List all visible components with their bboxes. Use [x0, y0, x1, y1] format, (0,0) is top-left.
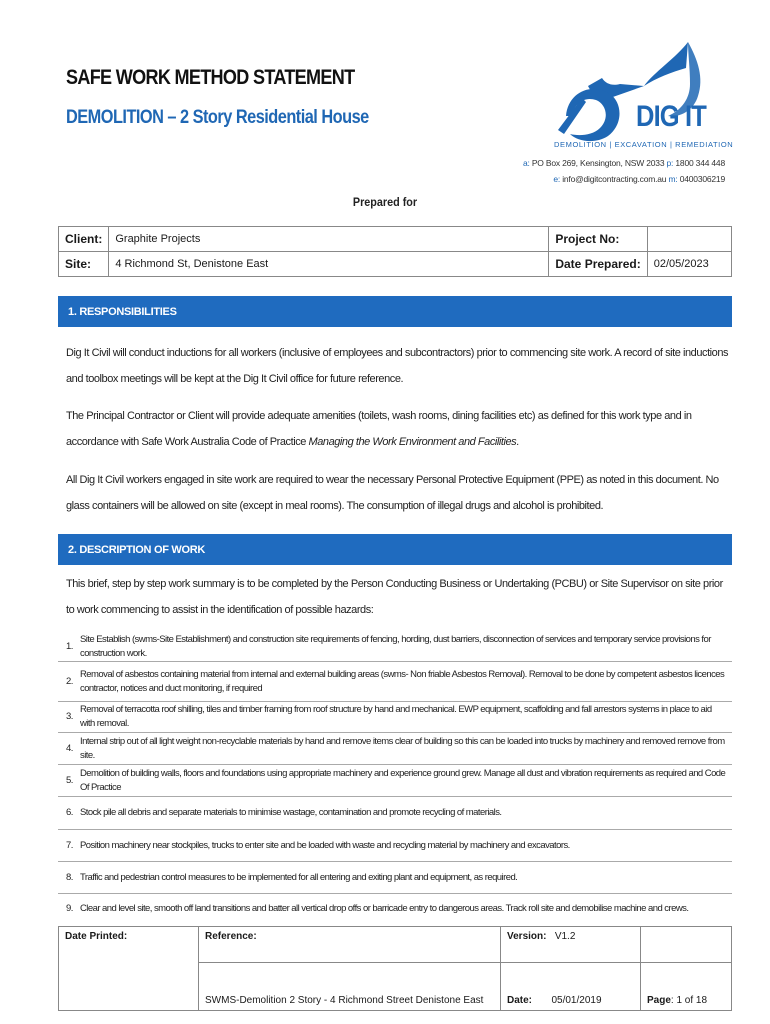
date-printed-cell	[59, 927, 199, 1011]
email-label: e:	[553, 174, 561, 184]
work-steps-list	[58, 633, 732, 924]
step-number: 5.	[66, 774, 73, 786]
list-item	[58, 830, 732, 862]
step-text: Position machinery near stockpiles, trucks to enter site and be loaded with waste and recycling material by machinery and excavators.	[80, 839, 570, 851]
phone-label: p:	[666, 158, 674, 168]
company-logo	[548, 38, 738, 158]
date-prepared-value: 02/05/2023	[647, 252, 731, 277]
paragraph-2-text: The Principal Contractor or Client will provide adequate amenities (toilets, wash rooms, dining facilities etc) as defined for this work type and in accordance with Safe Work Australia Code of Practice	[66, 410, 692, 448]
prepared-for-label: Prepared for	[352, 195, 418, 209]
contact-email-line	[553, 174, 725, 184]
logo-text: DIG IT	[636, 100, 706, 133]
date-cell	[501, 963, 641, 1011]
mobile-label: m:	[668, 174, 678, 184]
client-label: Client:	[59, 227, 109, 252]
footer-date-label: Date:	[507, 995, 533, 1006]
document-footer	[58, 926, 732, 1011]
address-value: PO Box 269, Kensington, NSW 2033	[531, 158, 665, 168]
list-item	[58, 765, 732, 797]
step-number: 9.	[66, 903, 73, 914]
mobile-value: 0400306219	[679, 174, 725, 184]
step-number: 8.	[66, 871, 73, 883]
section-heading-responsibilities: 1. RESPONSIBILITIES	[58, 296, 732, 327]
list-item	[58, 894, 732, 924]
empty-cell	[641, 927, 732, 963]
page-cell	[641, 963, 732, 1011]
paragraph-2-end: .	[516, 436, 519, 448]
site-value: 4 Richmond St, Denistone East	[109, 252, 549, 277]
step-number: 7.	[66, 839, 73, 851]
list-item	[58, 662, 732, 702]
step-text: Demolition of building walls, floors and foundations using appropriate machinery and experience ground grew. Manage all dust and vibration requirements as required and Code Of Practice	[80, 767, 726, 793]
list-item	[58, 633, 732, 662]
document-title: SAFE WORK METHOD STATEMENT	[66, 66, 355, 89]
list-item	[58, 862, 732, 894]
contact-address-line	[523, 158, 725, 168]
page-value: : 1 of 18	[670, 995, 708, 1006]
version-value: V1.2	[554, 931, 576, 942]
version-cell	[501, 927, 641, 963]
reference-label-cell	[199, 927, 501, 963]
project-no-value	[647, 227, 731, 252]
site-label: Site:	[59, 252, 109, 277]
step-text: Traffic and pedestrian control measures to be implemented for all entering and exiting plant and equipment, as required.	[80, 871, 518, 883]
list-item	[58, 733, 732, 765]
footer-date-value: 05/01/2019	[551, 995, 602, 1006]
reference-label: Reference:	[205, 931, 257, 942]
phone-value: 1800 344 448	[675, 158, 725, 168]
list-item	[58, 797, 732, 830]
page-label: Page	[647, 995, 671, 1006]
step-text: Removal of terracotta roof shilling, tiles and timber framing from roof structure by hand and mechanical. EWP equipment, scaffolding and fall arrestors systems in place to aid with removal.	[80, 704, 712, 729]
step-number: 3.	[66, 711, 73, 722]
version-label: Version:	[507, 931, 547, 942]
client-value: Graphite Projects	[109, 227, 549, 252]
code-of-practice-title: Managing the Work Environment and Facilities	[308, 436, 517, 448]
step-text: Site Establish (swms-Site Establishment) and construction site requirements of fencing, hording, dust barriers, disconnection of services and temporary service provisions for construction work.	[80, 634, 711, 659]
step-text: Stock pile all debris and separate materials to minimise wastage, contamination and promote recycling of materials.	[80, 807, 502, 818]
step-number: 4.	[66, 742, 73, 754]
date-printed-label: Date Printed:	[65, 931, 128, 942]
section-heading-description-of-work: 2. DESCRIPTION OF WORK	[58, 534, 732, 565]
date-prepared-label: Date Prepared:	[549, 252, 647, 277]
responsibilities-paragraph-2	[66, 403, 730, 455]
responsibilities-paragraph-1: Dig It Civil will conduct inductions for all workers (inclusive of employees and subcontractors) prior to commencing site work. A record of site inductions and toolbox meetings will be kept at the Dig It Civil office for future reference.	[66, 347, 729, 385]
step-number: 6.	[66, 807, 73, 818]
responsibilities-paragraph-3: All Dig It Civil workers engaged in site work are required to wear the necessary Personal Protective Equipment (PPE) as noted in this document. No glass containers will be allowed on site (except in meal rooms). The consumption of illegal drugs and alcohol is prohibited.	[66, 474, 719, 512]
step-text: Removal of asbestos containing material from internal and external building areas (swms- Non friable Asbestos Removal). Removal to be done by competent asbestos licences contractor, notices and duct monitoring, if required	[80, 668, 725, 694]
step-number: 2.	[66, 675, 73, 687]
document-subtitle: DEMOLITION – 2 Story Residential House	[66, 107, 369, 128]
description-intro: This brief, step by step work summary is to be completed by the Person Conducting Business or Undertaking (PCBU) or Site Supervisor on site prior to work commencing to assist in the identification of possible hazards:	[66, 578, 723, 616]
client-info-table	[58, 226, 732, 277]
list-item	[58, 702, 732, 733]
project-no-label: Project No:	[549, 227, 647, 252]
step-text: Internal strip out of all light weight non-recyclable materials by hand and remove items clear of building so this can be loaded into trucks by machinery and removed remove from site.	[80, 735, 725, 761]
address-label: a:	[522, 158, 530, 168]
step-text: Clear and level site, smooth off land transitions and batter all vertical drop offs or barricade entry to dangerous areas. Track roll site and demobilise machine and crews.	[80, 903, 689, 914]
step-number: 1.	[66, 641, 73, 652]
logo-tagline: DEMOLITION | EXCAVATION | REMEDIATION	[554, 140, 734, 149]
email-value: info@digitcontracting.com.au	[562, 174, 667, 184]
reference-value: SWMS-Demolition 2 Story - 4 Richmond Street Denistone East	[199, 963, 501, 1011]
